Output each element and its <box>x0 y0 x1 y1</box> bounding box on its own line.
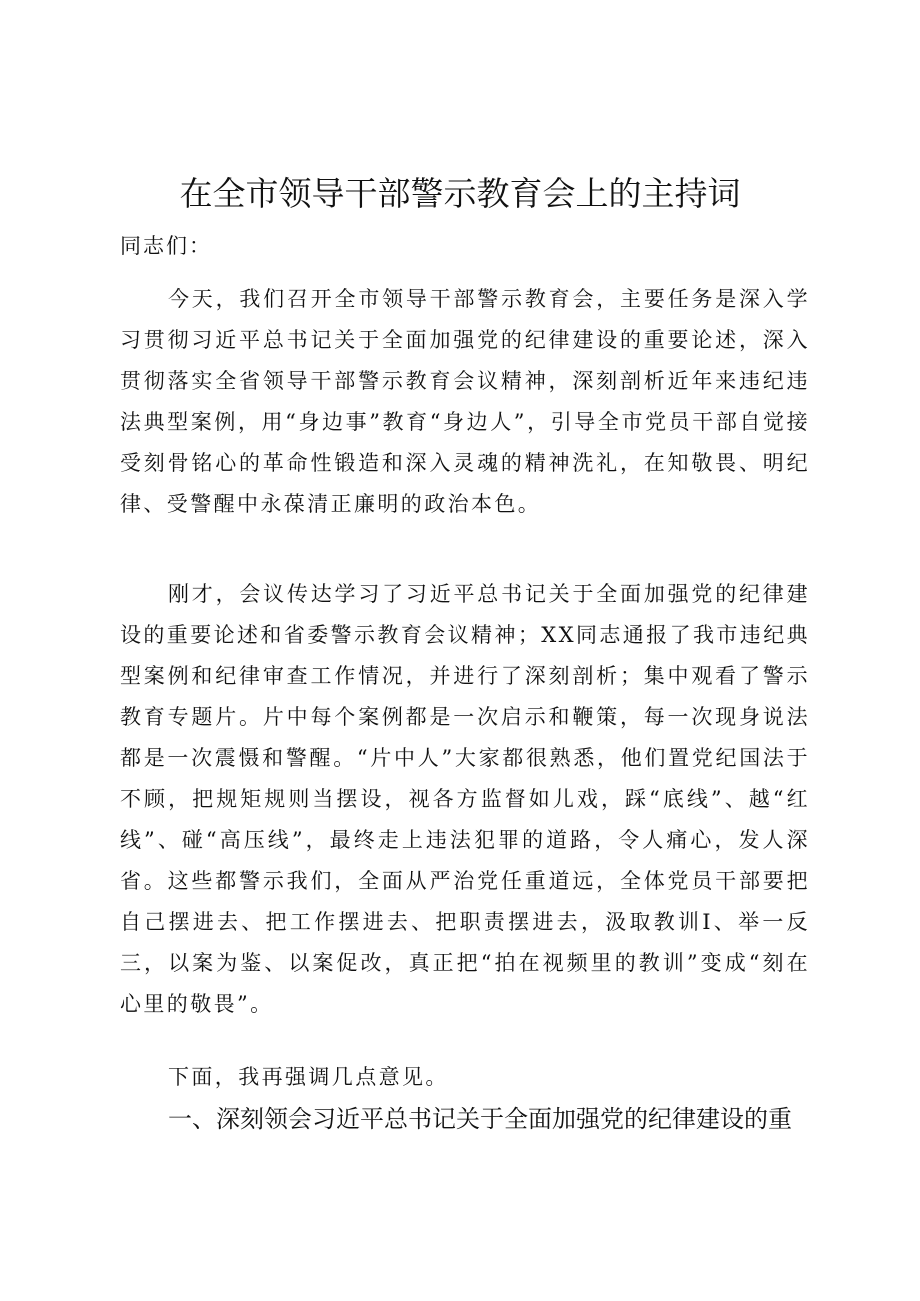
document-title: 在全市领导干部警示教育会上的主持词 <box>179 174 741 213</box>
section-heading: 一、深刻领会习近平总书记关于全面加强党的纪律建设的重 <box>168 1105 792 1133</box>
salutation: 同志们： <box>120 234 212 258</box>
paragraph-opening: 今天，我们召开全市领导干部警示教育会，主要任务是深入学习贯彻习近平总书记关于全面加强党的纪律建设的重要论述，深入贯彻落实全省领导干部警示教育会议精神，深刻剖析近年来违纪违法典型案例，用“身边事”教育“身边人”，引导全市党员干部自觉接受刻骨铭心的革命性锻造和深入灵魂的精神洗礼，在知敬畏、明纪律、受警醒中永葆清正廉明的政治本色。 <box>120 287 810 516</box>
paragraph-review: 刚才，会议传达学习了习近平总书记关于全面加强党的纪律建设的重要论述和省委警示教育会议精神；XX同志通报了我市违纪典型案例和纪律审查工作情况，并进行了深刻剖析；集中观看了警示教育专题片。片中每个案例都是一次启示和鞭策，每一次现身说法都是一次震慑和警醒。“片中人”大家都很熟悉，他们置党纪国法于不顾，把规矩规则当摆设，视各方监督如儿戏，踩“底线”、越“红线”、碰“高压线”，最终走上违法犯罪的道路，令人痛心，发人深省。这些都警示我们，全面从严治党任重道远，全体党员干部要把自己摆进去、把工作摆进去、把职责摆进去，汲取教训I、举一反三，以案为鉴、以案促改，真正把“拍在视频里的教训”变成“刻在心里的敬畏”。 <box>120 582 810 1016</box>
paragraph-transition: 下面，我再强调几点意见。 <box>168 1065 449 1089</box>
